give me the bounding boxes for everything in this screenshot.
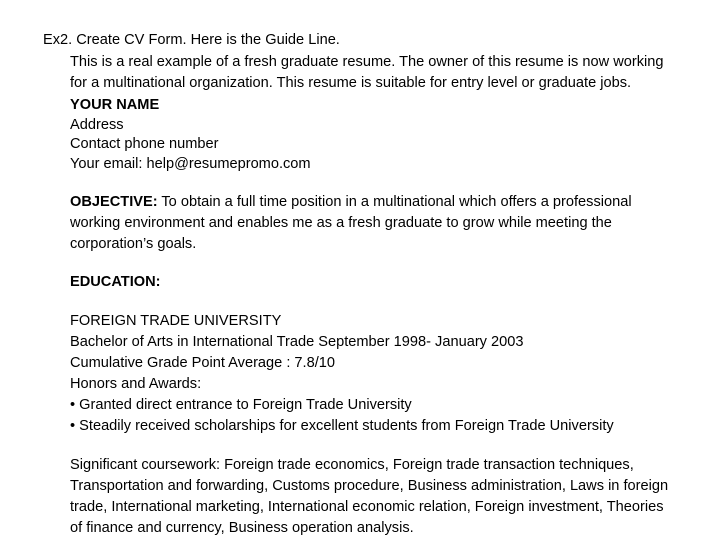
coursework-line: of finance and currency, Business operation analysis. bbox=[70, 519, 414, 536]
spacer bbox=[70, 437, 710, 455]
resume-name-text: YOUR NAME bbox=[70, 97, 160, 113]
education-heading: EDUCATION: bbox=[70, 274, 161, 290]
objective-section bbox=[70, 192, 710, 255]
slide-title: Ex2. Create CV Form. Here is the Guide Line. bbox=[43, 32, 340, 48]
objective-text: To obtain a full time position in a multinational which offers a professional bbox=[157, 194, 632, 210]
spacer bbox=[70, 255, 710, 273]
resume-body bbox=[70, 96, 710, 539]
intro-line: for a multinational organization. This resume is suitable for entry level or graduate jobs. bbox=[70, 75, 632, 91]
coursework-section bbox=[70, 455, 710, 539]
education-honor-item: • Granted direct entrance to Foreign Trade University bbox=[70, 396, 412, 413]
objective-line bbox=[70, 192, 710, 213]
education-honor-item: • Steadily received scholarships for excellent students from Foreign Trade University bbox=[70, 417, 614, 434]
education-heading-line bbox=[70, 273, 710, 293]
resume-address: Address bbox=[70, 116, 124, 133]
education-honors-heading: Honors and Awards: bbox=[70, 375, 202, 392]
resume-email: Your email: help@resumepromo.com bbox=[70, 155, 311, 172]
objective-line: corporation’s goals. bbox=[70, 236, 197, 252]
coursework-line: Transportation and forwarding, Customs procedure, Business administration, Laws in foreign bbox=[70, 477, 669, 494]
spacer bbox=[70, 293, 710, 311]
intro-line: This is a real example of a fresh graduate resume. The owner of this resume is now working bbox=[70, 54, 664, 70]
objective-line: working environment and enables me as a fresh graduate to grow while meeting the bbox=[70, 215, 612, 231]
spacer bbox=[70, 174, 710, 192]
resume-name bbox=[70, 96, 710, 116]
coursework-line: trade, International marketing, International economic relation, Foreign investment, Theories bbox=[70, 498, 664, 515]
education-gpa: Cumulative Grade Point Average : 7.8/10 bbox=[70, 354, 336, 371]
intro-paragraph bbox=[70, 52, 710, 94]
objective-heading: OBJECTIVE: bbox=[70, 194, 158, 210]
resume-phone: Contact phone number bbox=[70, 136, 219, 152]
education-university: FOREIGN TRADE UNIVERSITY bbox=[70, 312, 282, 329]
coursework-line: Significant coursework: Foreign trade economics, Foreign trade transaction techniques, bbox=[70, 456, 634, 473]
education-degree: Bachelor of Arts in International Trade September 1998- January 2003 bbox=[70, 333, 524, 350]
